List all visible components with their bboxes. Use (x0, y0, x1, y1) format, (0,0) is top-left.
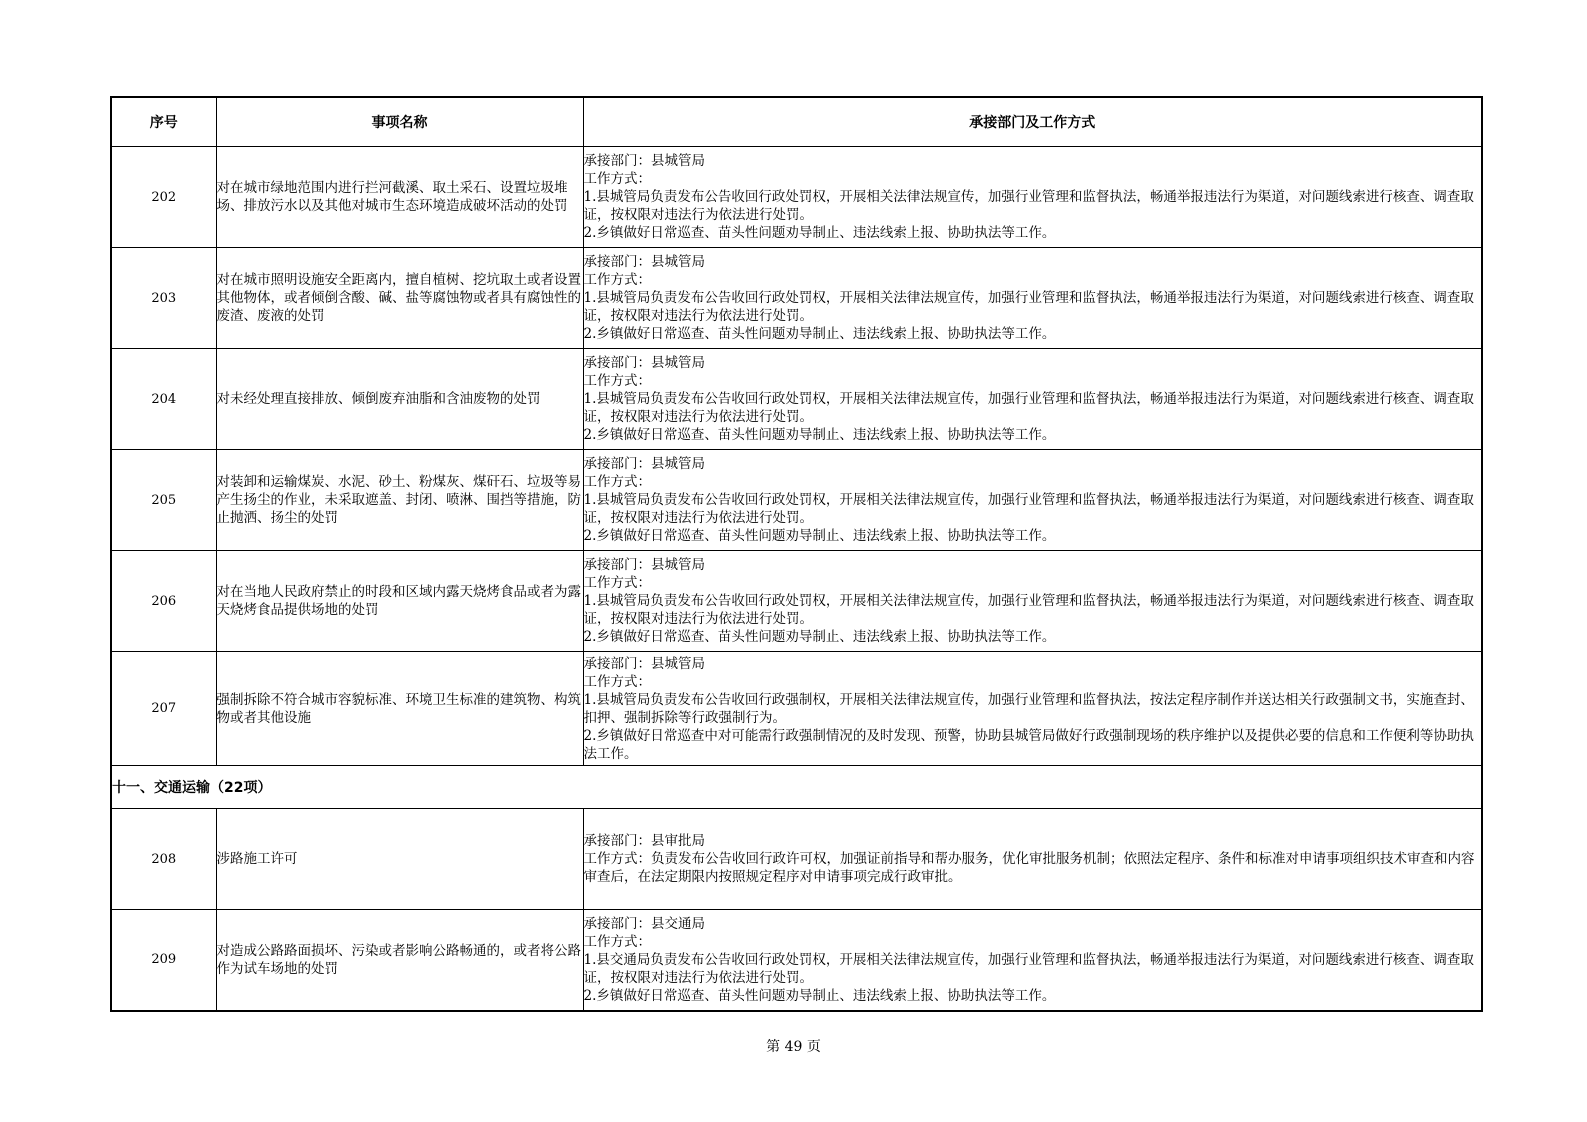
row-item-name: 对未经处理直接排放、倾倒废弃油脂和含油废物的处罚 (216, 349, 583, 450)
method-line: 2.乡镇做好日常巡查、苗头性问题劝导制止、违法线索上报、协助执法等工作。 (583, 987, 1056, 1004)
row-department-method (583, 652, 1482, 766)
method-line: 1.县城管局负责发布公告收回行政强制权，开展相关法律法规宣传，加强行业管理和监督执法，按法定程序制作并送达相关行政强制文书，实施查封、扣押、强制拆除等行政强制行为。 (583, 691, 1474, 726)
row-department-method (583, 910, 1482, 1011)
row-serial: 207 (111, 652, 216, 766)
method-line: 承接部门：县城管局 (583, 355, 705, 371)
table-row (111, 809, 1482, 910)
method-line: 2.乡镇做好日常巡查、苗头性问题劝导制止、违法线索上报、协助执法等工作。 (583, 528, 1056, 544)
method-line: 1.县城管局负责发布公告收回行政处罚权，开展相关法律法规宣传，加强行业管理和监督执法，畅通举报违法行为渠道，对问题线索进行核查、调查取证，按权限对违法行为依法进行处罚。 (583, 391, 1474, 425)
method-line: 承接部门：县城管局 (583, 153, 705, 169)
table-row (111, 147, 1482, 248)
method-line: 2.乡镇做好日常巡查、苗头性问题劝导制止、违法线索上报、协助执法等工作。 (583, 427, 1056, 443)
method-line: 1.县交通局负责发布公告收回行政处罚权，开展相关法律法规宣传，加强行业管理和监督执法，畅通举报违法行为渠道，对问题线索进行核查、调查取证，按权限对违法行为依法进行处罚。 (583, 951, 1474, 986)
method-line: 2.乡镇做好日常巡查、苗头性问题劝导制止、违法线索上报、协助执法等工作。 (583, 225, 1056, 241)
method-line: 1.县城管局负责发布公告收回行政处罚权，开展相关法律法规宣传，加强行业管理和监督执法，畅通举报违法行为渠道，对问题线索进行核查、调查取证，按权限对违法行为依法进行处罚。 (583, 593, 1474, 627)
table-row (111, 248, 1482, 349)
header-serial: 序号 (111, 97, 216, 147)
row-serial: 206 (111, 551, 216, 652)
table-header-row (111, 97, 1482, 147)
row-item-name: 对造成公路路面损坏、污染或者影响公路畅通的，或者将公路作为试车场地的处罚 (216, 910, 583, 1011)
method-line: 工作方式： (583, 933, 651, 950)
method-line: 工作方式： (583, 373, 651, 389)
row-department-method (583, 809, 1482, 910)
method-line: 工作方式： (583, 575, 651, 591)
header-department-method: 承接部门及工作方式 (583, 97, 1482, 147)
row-department-method (583, 248, 1482, 349)
row-department-method (583, 551, 1482, 652)
method-line: 工作方式： (583, 474, 651, 490)
row-serial: 208 (111, 809, 216, 910)
row-item-name: 强制拆除不符合城市容貌标准、环境卫生标准的建筑物、构筑物或者其他设施 (216, 652, 583, 766)
method-line: 承接部门：县城管局 (583, 456, 705, 472)
row-serial: 209 (111, 910, 216, 1011)
method-line: 2.乡镇做好日常巡查、苗头性问题劝导制止、违法线索上报、协助执法等工作。 (583, 326, 1056, 342)
method-line: 1.县城管局负责发布公告收回行政处罚权，开展相关法律法规宣传，加强行业管理和监督执法，畅通举报违法行为渠道，对问题线索进行核查、调查取证，按权限对违法行为依法进行处罚。 (583, 290, 1474, 324)
page-number: 第 49 页 (766, 1039, 821, 1055)
row-department-method (583, 450, 1482, 551)
method-line: 工作方式： (583, 673, 651, 690)
method-line: 承接部门：县城管局 (583, 655, 705, 672)
method-line: 承接部门：县城管局 (583, 557, 705, 573)
table-row (111, 910, 1482, 1011)
section-row (111, 766, 1482, 809)
row-serial: 204 (111, 349, 216, 450)
row-serial: 205 (111, 450, 216, 551)
table-row (111, 652, 1482, 766)
row-item-name: 对装卸和运输煤炭、水泥、砂土、粉煤灰、煤矸石、垃圾等易产生扬尘的作业，未采取遮盖、封闭、喷淋、围挡等措施，防止抛洒、扬尘的处罚 (216, 450, 583, 551)
method-line: 承接部门：县城管局 (583, 254, 705, 270)
table-row (111, 349, 1482, 450)
method-line: 工作方式： (583, 272, 651, 288)
method-line: 2.乡镇做好日常巡查中对可能需行政强制情况的及时发现、预警，协助县城管局做好行政强制现场的秩序维护以及提供必要的信息和工作便利等协助执法工作。 (583, 727, 1474, 762)
row-item-name: 对在城市绿地范围内进行拦河截溪、取土采石、设置垃圾堆场、排放污水以及其他对城市生态环境造成破坏活动的处罚 (216, 147, 583, 248)
method-line: 2.乡镇做好日常巡查、苗头性问题劝导制止、违法线索上报、协助执法等工作。 (583, 629, 1056, 645)
row-item-name: 涉路施工许可 (216, 809, 583, 910)
method-line: 承接部门：县审批局 (583, 833, 705, 849)
row-department-method (583, 349, 1482, 450)
table-row (111, 551, 1482, 652)
section-title: 十一、交通运输（22项） (111, 766, 1482, 809)
row-item-name: 对在城市照明设施安全距离内，擅自植树、挖坑取土或者设置其他物体，或者倾倒含酸、碱、盐等腐蚀物或者具有腐蚀性的废渣、废液的处罚 (216, 248, 583, 349)
method-line: 1.县城管局负责发布公告收回行政处罚权，开展相关法律法规宣传，加强行业管理和监督执法，畅通举报违法行为渠道，对问题线索进行核查、调查取证，按权限对违法行为依法进行处罚。 (583, 492, 1474, 526)
method-line: 承接部门：县交通局 (583, 915, 705, 932)
row-item-name: 对在当地人民政府禁止的时段和区域内露天烧烤食品或者为露天烧烤食品提供场地的处罚 (216, 551, 583, 652)
method-line: 工作方式：负责发布公告收回行政许可权，加强证前指导和帮办服务，优化审批服务机制；依照法定程序、条件和标准对申请事项组织技术审查和内容审查后，在法定期限内按照规定程序对申请事项完成行政审批。 (583, 851, 1475, 885)
method-line: 1.县城管局负责发布公告收回行政处罚权，开展相关法律法规宣传，加强行业管理和监督执法，畅通举报违法行为渠道，对问题线索进行核查、调查取证，按权限对违法行为依法进行处罚。 (583, 189, 1474, 223)
row-serial: 202 (111, 147, 216, 248)
row-serial: 203 (111, 248, 216, 349)
table-row (111, 450, 1482, 551)
row-department-method (583, 147, 1482, 248)
header-item-name: 事项名称 (216, 97, 583, 147)
matters-table (110, 96, 1483, 1012)
method-line: 工作方式： (583, 171, 651, 187)
